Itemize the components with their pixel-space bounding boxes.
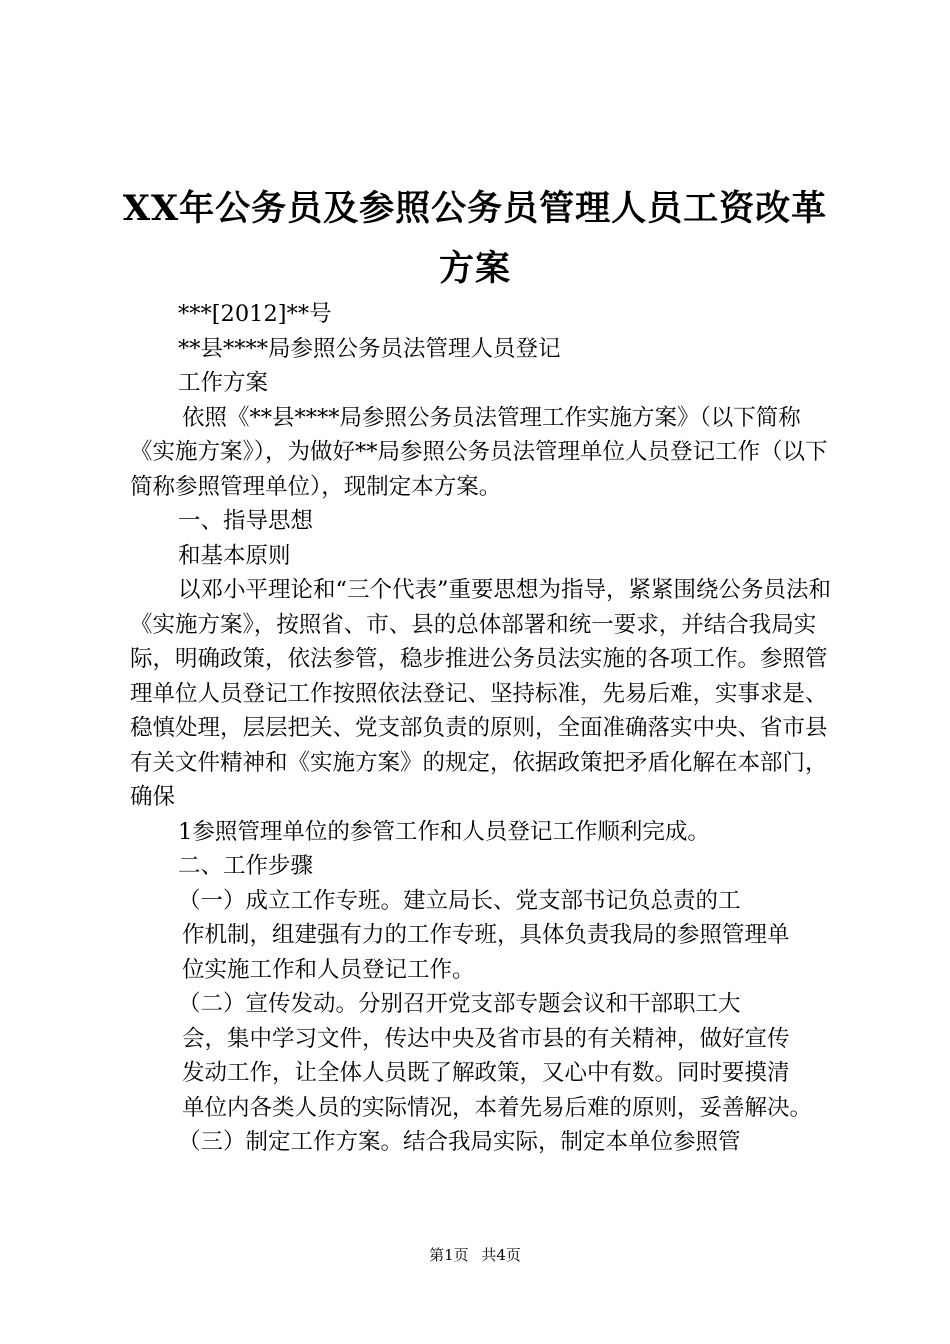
body-paragraph: 和基本原则 [178,542,291,569]
body-paragraph: **县****局参照公务员法管理人员登记 [178,335,561,362]
document-title-line-1: XX年公务员及参照公务员管理人员工资改革 [122,188,828,229]
body-paragraph: 位实施工作和人员登记工作。 [182,956,475,983]
body-paragraph: （三）制定工作方案。结合我局实际，制定本单位参照管 [178,1129,741,1155]
body-paragraph: 以邓小平理论和“三个代表”重要思想为指导，紧紧围绕公务员法和《实施方案》，按照省、市、县的总体部署和统一要求，并结合我局实际，明确政策，依法参管，稳步推进公务员法实施的各项工作。参照管理单位人员登记工作按照依法登记、坚持标准，先易后难，实事求是、稳慎处理，层层把关、党支部负责的原则，全面准确落实中央、省市县有关文件精神和《实施方案》的规定，依据政策把矛盾化解在本部门，确保 [130,577,832,810]
body-paragraph: 二、工作步骤 [178,853,314,879]
body-paragraph: 作机制，组建强有力的工作专班，具体负责我局的参照管理单 [182,922,790,948]
body-paragraph: 发动工作，让全体人员既了解政策，又心中有数。同时要摸清 [182,1060,790,1086]
document-title-line-2: 方案 [438,248,511,289]
page-total: 共4页 [481,1246,521,1264]
body-paragraph: ***[2012]**号 [178,301,332,327]
body-paragraph: 工作方案 [178,370,269,396]
page-footer [0,1245,950,1265]
body-paragraph: 单位内各类人员的实际情况，本着先易后难的原则，妥善解决。 [182,1094,813,1121]
page-number: 第1页 [429,1246,469,1264]
document-body [130,297,832,1160]
body-paragraph: 1参照管理单位的参管工作和人员登记工作顺利完成。 [178,818,710,845]
body-paragraph: 一、指导思想 [178,508,314,534]
body-paragraph: 依照《**县****局参照公务员法管理工作实施方案》（以下简称《实施方案》），为做好**局参照公务员法管理单位人员登记工作（以下简称参照管理单位），现制定本方案。 [130,404,828,500]
body-paragraph: （一）成立工作专班。建立局长、党支部书记负总责的工 [178,887,741,914]
body-paragraph: （二）宣传发动。分别召开党支部专题会议和干部职工大 [178,991,741,1017]
body-paragraph: 会，集中学习文件，传达中央及省市县的有关精神，做好宣传 [182,1025,790,1052]
